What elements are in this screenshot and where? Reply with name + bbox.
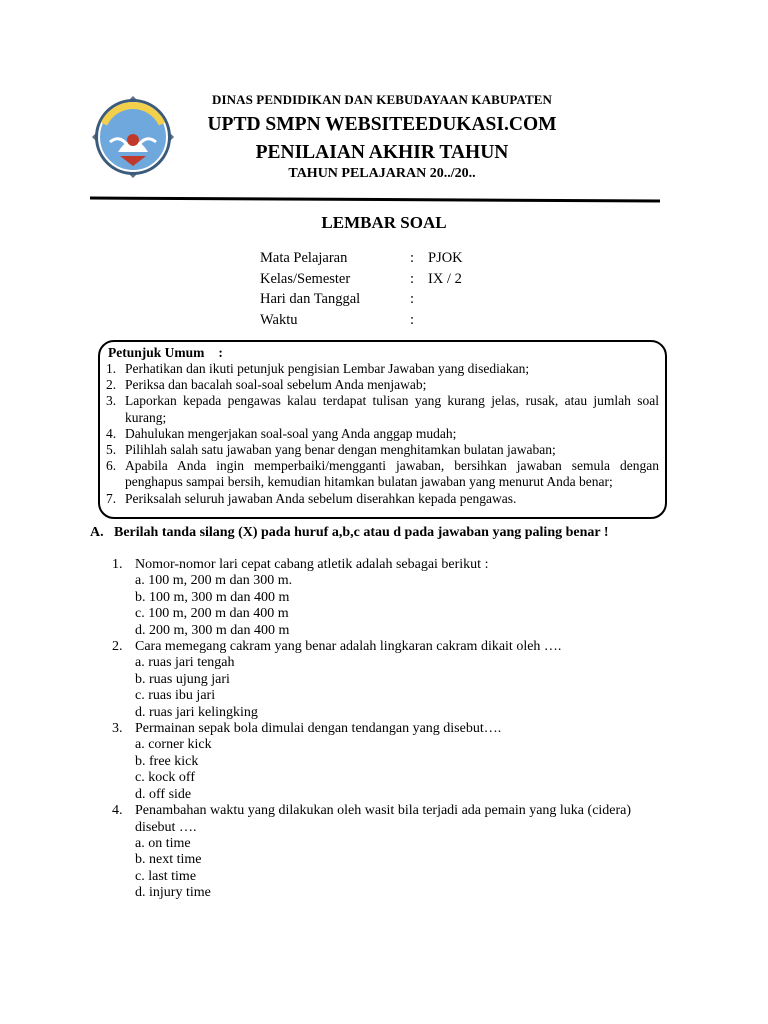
info-colon: :: [410, 250, 415, 266]
list-item-text: Pilihlah salah satu jawaban yang benar dengan menghitamkan bulatan jawaban;: [125, 442, 556, 458]
info-row-time: [260, 312, 463, 333]
list-item-text: Periksalah seluruh jawaban Anda sebelum diserahkan kepada pengawas.: [125, 490, 517, 506]
instructions-title: [108, 345, 223, 361]
header-divider: [90, 197, 660, 203]
list-item: [106, 377, 659, 393]
list-item: [106, 426, 659, 442]
list-item-text: Apabila Anda ingin memperbaiki/mengganti jawaban, bersihkan jawaban semula dengan penghapus sampai bersih, kemudian hitamkan bulatan jawaban yang menurut Anda benar;: [125, 458, 659, 490]
list-item-number: 5.: [106, 442, 117, 458]
answer-option: a. 100 m, 200 m dan 300 m.: [135, 573, 293, 589]
section-letter: A.: [90, 525, 104, 540]
page-title: LEMBAR SOAL: [321, 213, 447, 232]
answer-option: b. ruas ujung jari: [135, 671, 230, 687]
answer-option: d. off side: [135, 786, 192, 802]
info-label: Kelas/Semester: [260, 270, 351, 287]
list-item-number: 3.: [106, 393, 117, 409]
answer-option: b. next time: [135, 852, 202, 868]
list-item-number: 7.: [106, 490, 117, 506]
exam-info: [260, 250, 463, 332]
list-item-number: 2.: [106, 377, 117, 393]
question-number: 4.: [112, 803, 123, 819]
question-number: 3.: [112, 721, 123, 737]
info-colon: :: [410, 311, 415, 328]
question-item: [112, 721, 672, 803]
instructions-list: [106, 361, 659, 507]
header-dinas: DINAS PENDIDIKAN DAN KEBUDAYAAN KABUPATEN: [212, 92, 552, 107]
info-label: Hari dan Tanggal: [260, 291, 361, 307]
info-row-class: [260, 271, 463, 292]
info-row-subject: [260, 250, 463, 271]
answer-option: a. corner kick: [135, 737, 212, 753]
answer-option: d. ruas jari kelingking: [135, 704, 258, 720]
info-label: Mata Pelajaran: [260, 250, 348, 266]
list-item-number: 4.: [106, 425, 117, 441]
info-value: IX / 2: [428, 270, 462, 287]
list-item-number: 6.: [106, 458, 117, 474]
info-colon: :: [410, 291, 415, 307]
info-value: PJOK: [428, 250, 463, 266]
question-item: [112, 639, 672, 721]
info-row-date: [260, 291, 463, 312]
question-number: 2.: [112, 639, 123, 655]
list-item: [106, 361, 659, 377]
question-text: Nomor-nomor lari cepat cabang atletik adalah sebagai berikut :: [135, 557, 489, 572]
header-year: TAHUN PELAJARAN 20../20..: [288, 166, 476, 181]
answer-option: a. ruas jari tengah: [135, 655, 235, 671]
question-item: [112, 557, 672, 639]
answer-option: c. ruas ibu jari: [135, 688, 216, 704]
answer-option: c. kock off: [135, 770, 195, 786]
answer-option: c. 100 m, 200 m dan 400 m: [135, 606, 289, 622]
section-instruction: Berilah tanda silang (X) pada huruf a,b,c atau d pada jawaban yang paling benar !: [114, 525, 609, 540]
answer-option: a. on time: [135, 835, 191, 851]
instructions-title-text: Petunjuk Umum: [108, 345, 205, 360]
question-text: Penambahan waktu yang dilakukan oleh wasit bila terjadi ada pemain yang luka (cidera) disebut ….: [135, 803, 632, 835]
list-item: [106, 458, 659, 490]
list-item-text: Periksa dan bacalah soal-soal sebelum Anda menjawab;: [125, 377, 427, 393]
section-a-heading: [90, 525, 609, 541]
answer-option: c. last time: [135, 868, 197, 884]
question-list: [112, 557, 672, 902]
question-item: [112, 803, 672, 901]
header-school: UPTD SMPN WEBSITEEDUKASI.COM: [207, 114, 557, 135]
question-text: Permainan sepak bola dimulai dengan tendangan yang disebut….: [135, 721, 502, 737]
info-colon: :: [410, 270, 415, 287]
list-item: [106, 393, 659, 425]
question-number: 1.: [112, 557, 123, 572]
answer-option: b. 100 m, 300 m dan 400 m: [135, 589, 290, 605]
header-exam: PENILAIAN AKHIR TAHUN: [255, 142, 509, 163]
list-item-text: Laporkan kepada pengawas kalau terdapat tulisan yang kurang jelas, rusak, atau jumlah soal kurang;: [125, 393, 659, 425]
list-item-number: 1.: [106, 361, 117, 376]
list-item-text: Dahulukan mengerjakan soal-soal yang Anda anggap mudah;: [125, 425, 457, 441]
list-item: [106, 491, 659, 507]
instructions-title-colon: :: [218, 345, 223, 360]
question-text: Cara memegang cakram yang benar adalah lingkaran cakram dikait oleh ….: [135, 639, 562, 655]
list-item-text: Perhatikan dan ikuti petunjuk pengisian Lembar Jawaban yang disediakan;: [125, 361, 530, 376]
list-item: [106, 442, 659, 458]
info-label: Waktu: [260, 311, 298, 328]
answer-option: b. free kick: [135, 753, 199, 769]
answer-option: d. 200 m, 300 m dan 400 m: [135, 622, 290, 638]
answer-option: d. injury time: [135, 885, 211, 901]
